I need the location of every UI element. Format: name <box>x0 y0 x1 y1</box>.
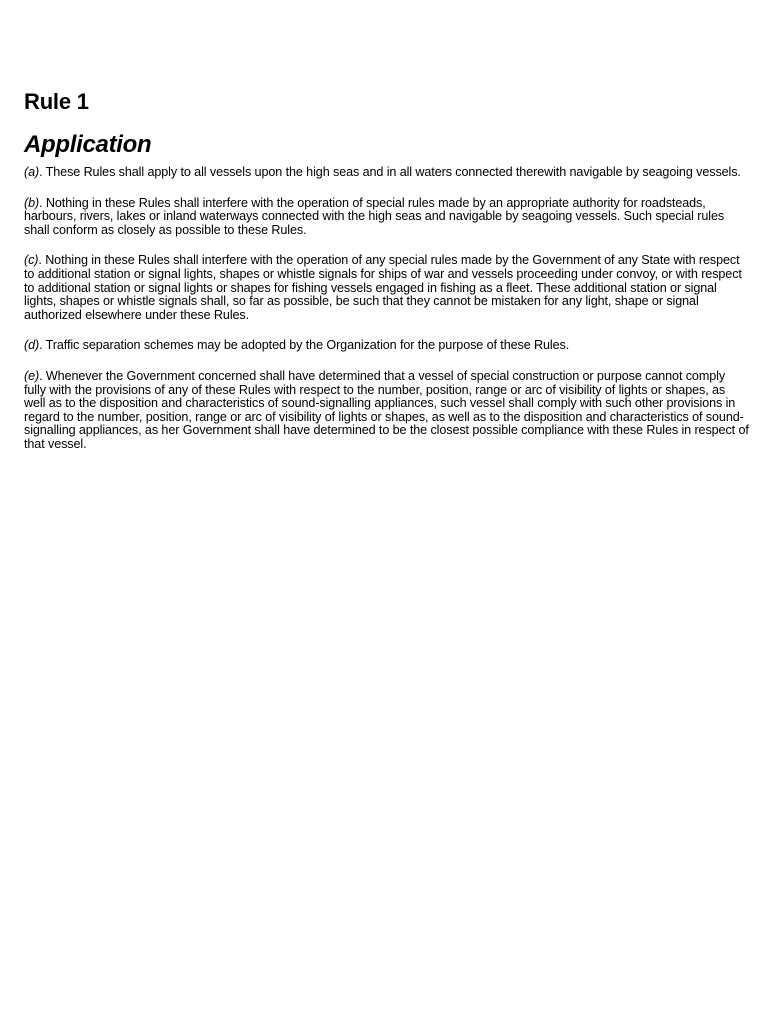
paragraph-b-text: . Nothing in these Rules shall interfere with the operation of special rules made by an appropriate authority for roadsteads, harbours, rivers, lakes or inland waterways connected with the high seas and navigable by seagoing vessels. Such special rules shall conform as closely as possible to these Rules. <box>24 195 725 237</box>
paragraph-e <box>24 370 749 452</box>
paragraph-d-text: . Traffic separation schemes may be adopted by the Organization for the purpose of these Rules. <box>39 338 570 353</box>
paragraph-d-label: (d) <box>24 338 40 353</box>
paragraph-b-label: (b) <box>24 195 40 210</box>
paragraph-e-text: . Whenever the Government concerned shall have determined that a vessel of special construction or purpose cannot comply fully with the provisions of any of these Rules with respect to the number, position, range or arc of visibility of lights or shapes, as well as to the disposition and characteristics of sound-signalling appliances, such vessel shall comply with such other provisions in regard to the number, position, range or arc of visibility of lights or shapes, as well as to the disposition and characteristics of sound-signalling appliances, as her Government shall have determined to be the closest possible compliance with these Rules in respect of that vessel. <box>24 368 749 451</box>
rule-title: Rule 1 <box>24 89 89 114</box>
paragraph-a-text: . These Rules shall apply to all vessels upon the high seas and in all waters connected therewith navigable by seagoing vessels. <box>39 165 741 179</box>
paragraph-c <box>24 254 749 322</box>
paragraph-c-label: (c) <box>24 253 39 268</box>
paragraph-d <box>24 339 749 353</box>
paragraph-a <box>24 166 749 180</box>
document-page <box>24 88 749 469</box>
paragraph-a-label: (a) <box>24 165 40 179</box>
paragraph-b <box>24 197 749 238</box>
paragraph-e-label: (e) <box>24 368 40 383</box>
rule-subtitle: Application <box>24 131 152 158</box>
paragraph-c-text: . Nothing in these Rules shall interfere with the operation of any special rules made by the Government of any State with respect to additional station or signal lights, shapes or whistle signals for ships of war and vessels proceeding under convoy, or with respect to additional station or signal lights or shapes for fishing vessels engaged in fishing as a fleet. These additional station or signal lights, shapes or whistle signals shall, so far as possible, be such that they cannot be mistaken for any light, shape or signal authorized elsewhere under these Rules. <box>24 253 742 322</box>
